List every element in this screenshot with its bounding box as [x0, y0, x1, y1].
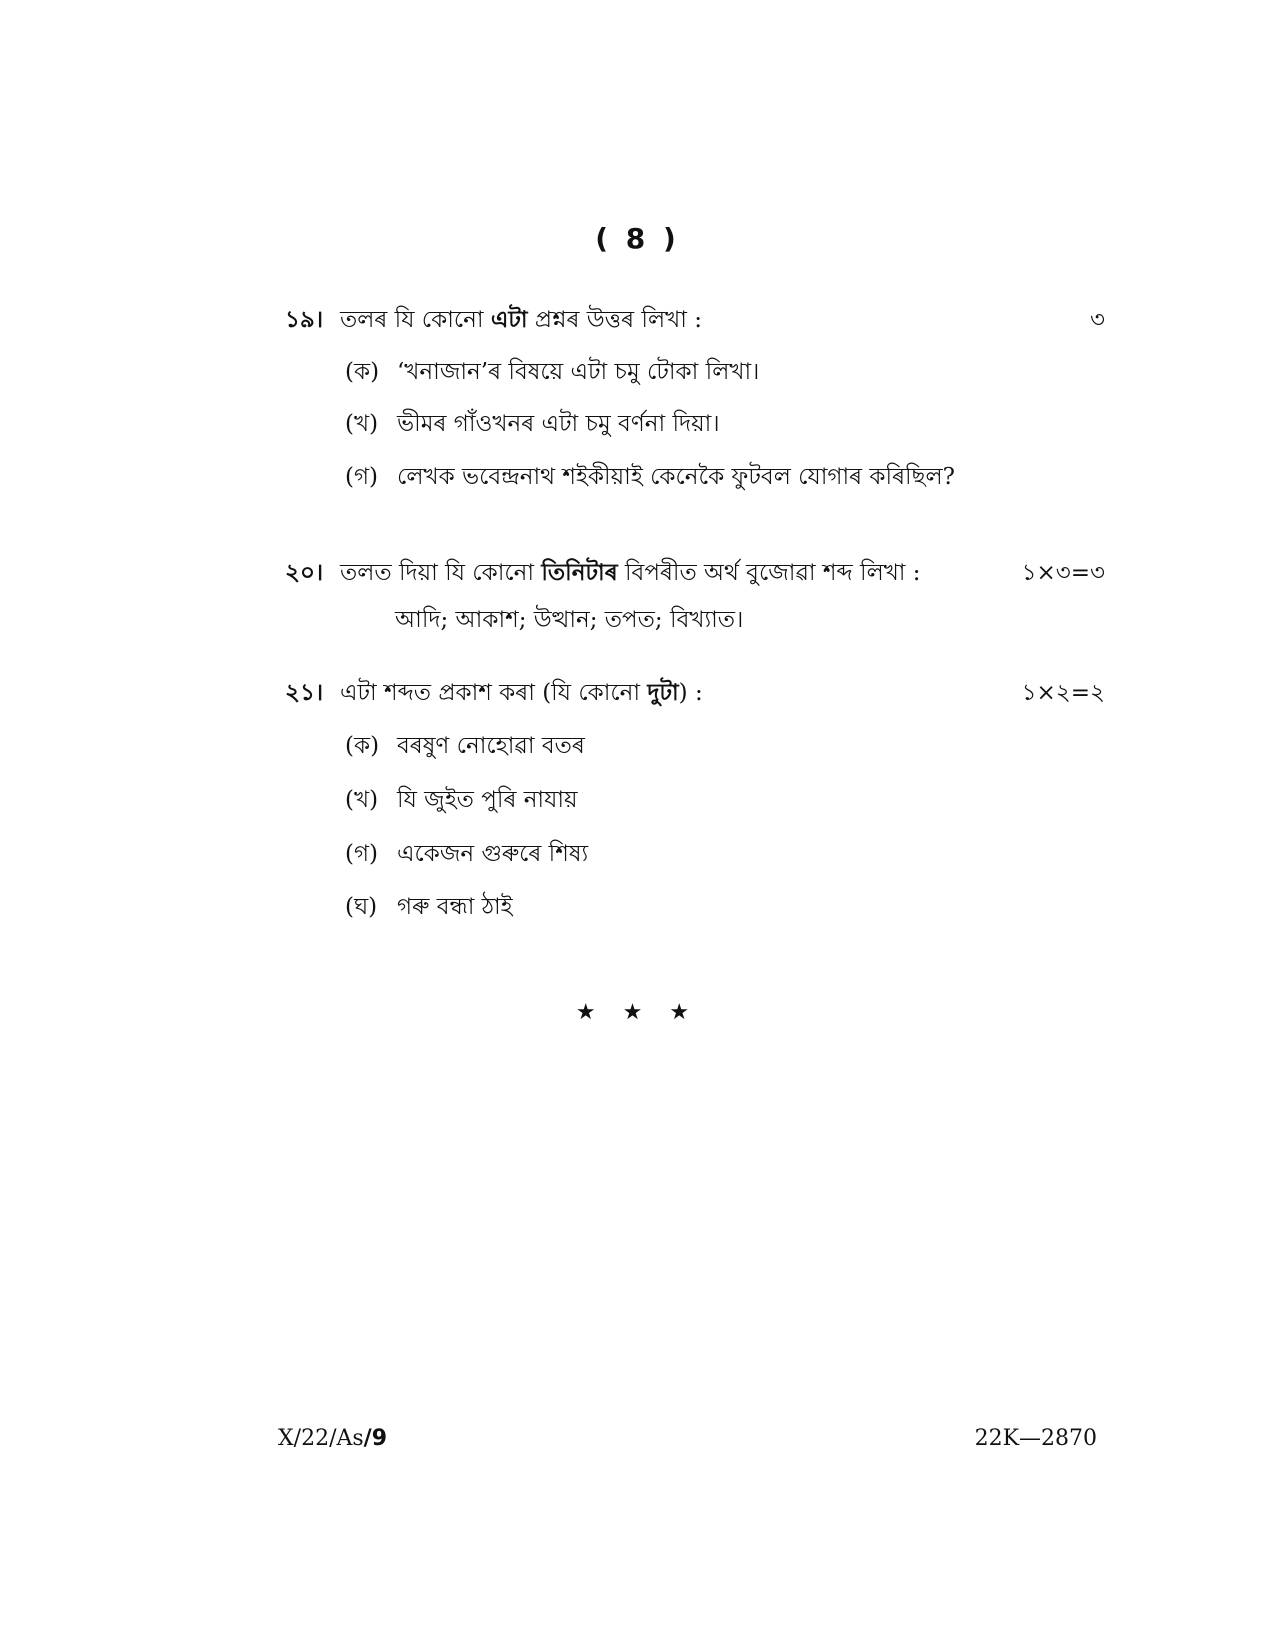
question-text: তলত দিয়া যি কোনো তিনিটাৰ বিপৰীত অৰ্থ বুজোৱা শব্দ লিখা :	[340, 559, 921, 586]
page-number: ( 8 )	[595, 222, 680, 255]
option-text: লেখক ভবেন্দ্ৰনাথ শইকীয়াই কেনেকৈ ফুটবল যোগাৰ কৰিছিল?	[397, 464, 956, 490]
question-number: ২০।	[285, 559, 324, 586]
question-marks: ১×২=২	[1021, 680, 1105, 706]
question-marks: ১×৩=৩	[1021, 560, 1105, 586]
question-text: তলৰ যি কোনো এটা প্ৰশ্নৰ উত্তৰ লিখা :	[340, 306, 702, 333]
question-20	[285, 553, 1105, 593]
option-label: (গ)	[345, 841, 379, 867]
option-21-gha	[345, 887, 513, 927]
option-text: একেজন গুৰুৰে শিষ্য	[397, 841, 589, 867]
footer-paper-code: X/22/As/9	[278, 1426, 388, 1451]
option-label: (খ)	[345, 411, 379, 437]
option-19-kha	[345, 404, 720, 444]
option-label: (ঘ)	[345, 894, 378, 920]
option-21-ga	[345, 834, 588, 874]
option-19-ga	[345, 457, 955, 497]
option-text: ‘খনাজান’ৰ বিষয়ে এটা চমু টোকা লিখা।	[397, 359, 760, 385]
option-label: (ক)	[345, 733, 380, 759]
antonym-word-list: আদি; আকাশ; উত্থান; তপত; বিখ্যাত।	[395, 607, 744, 633]
question-number: ২১।	[285, 679, 324, 706]
option-label: (গ)	[345, 464, 379, 490]
end-of-paper-stars: ★ ★ ★	[575, 1000, 700, 1025]
footer-reference: 22K—2870	[974, 1426, 1097, 1451]
option-21-ka	[345, 726, 585, 766]
question-21	[285, 673, 1105, 713]
option-19-ka	[345, 352, 759, 392]
question-19	[285, 300, 1105, 340]
option-label: (ক)	[345, 359, 380, 385]
option-text: যি জুইত পুৰি নাযায়	[397, 787, 578, 813]
question-number: ১৯।	[285, 306, 324, 333]
question-text: এটা শব্দত প্ৰকাশ কৰা (যি কোনো দুটা) :	[340, 679, 703, 706]
option-21-kha	[345, 780, 578, 820]
option-text: বৰষুণ নোহোৱা বতৰ	[397, 733, 585, 759]
option-label: (খ)	[345, 787, 379, 813]
option-text: গৰু বন্ধা ঠাই	[397, 894, 513, 920]
option-text: ভীমৰ গাঁওখনৰ এটা চমু বৰ্ণনা দিয়া।	[397, 411, 720, 437]
question-marks: ৩	[1090, 307, 1105, 333]
